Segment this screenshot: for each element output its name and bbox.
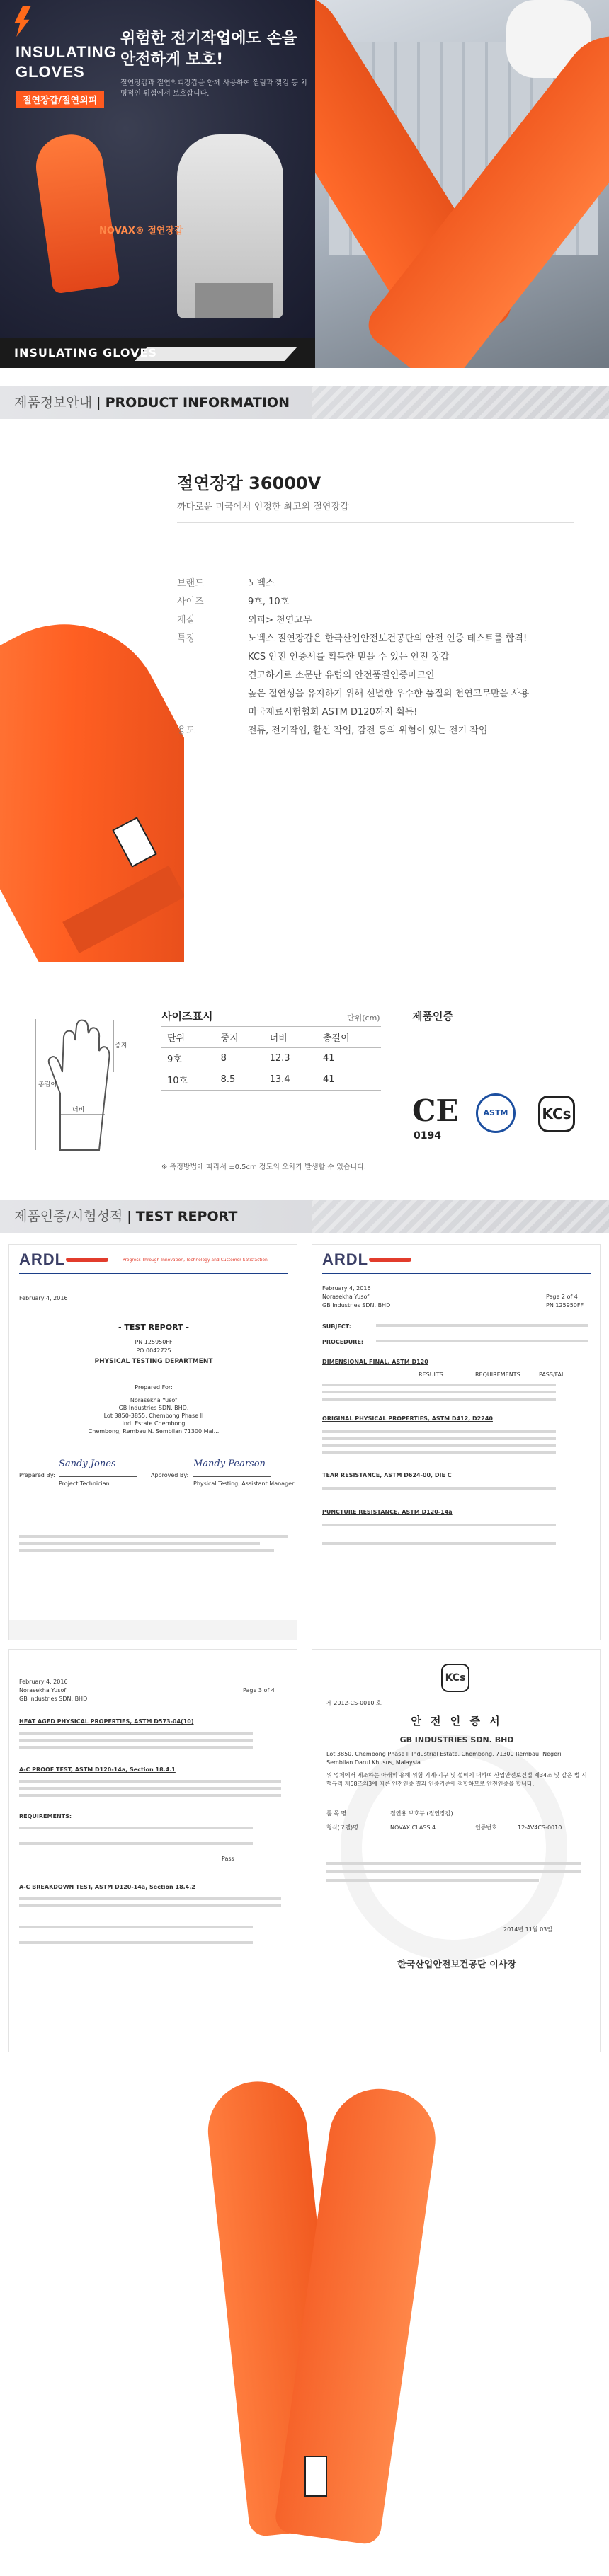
doc-section-dimensional: DIMENSIONAL FINAL, ASTM D120 — [322, 1359, 428, 1365]
test-report-page-1 — [8, 1244, 297, 1640]
doc-section-acproof: A-C PROOF TEST, ASTM D120-14a, Section 18.4.1 — [19, 1766, 176, 1773]
kc-body: 위 업체에서 제조하는 아래의 유해·위험 기계·기구 및 설비에 대하여 산업안전보건법 제34조 및 같은 법 시행규칙 제58조의3에 따른 안전인증 결과 인증기준에 적합하므로 안전인증을 합니다. — [326, 1772, 587, 1787]
hand-width-label: 너비 — [72, 1107, 85, 1114]
size-cell: 13.4 — [264, 1069, 317, 1091]
signature-2: Mandy Pearson — [193, 1459, 271, 1477]
hand-diagram — [21, 1008, 135, 1157]
hero-brand — [16, 42, 117, 82]
doc-text-line — [19, 1732, 253, 1735]
hero-brand-line2: GLOVES — [16, 63, 85, 81]
product-info-heading-en: PRODUCT INFORMATION — [105, 395, 290, 410]
kc-model-label: 형식(모델)명 — [326, 1824, 358, 1831]
doc-to: Norasekha Yusof — [322, 1294, 370, 1300]
kc-number: 제 2012-CS-0010 호 — [326, 1700, 382, 1706]
doc-text-line — [19, 1897, 281, 1900]
size-cell: 41 — [317, 1069, 381, 1091]
size-col-header: 중지 — [215, 1027, 264, 1048]
doc-title: - TEST REPORT - — [118, 1323, 189, 1332]
spec-label: 특징 — [177, 633, 195, 644]
doc-text-line — [322, 1437, 556, 1440]
signer-2-title: Physical Testing, Assistant Manager — [193, 1480, 295, 1487]
spec-row-brand — [177, 575, 588, 593]
test-report-page-3 — [8, 1649, 297, 2052]
hero-product-tag: NOVAX® 절연장갑 — [99, 226, 183, 236]
doc-text-line — [322, 1430, 556, 1433]
doc-page: Page 2 of 4 — [546, 1294, 578, 1300]
kc-item: 절연용 보호구 (절연장갑) — [390, 1810, 453, 1817]
product-divider — [177, 522, 574, 523]
kc-mark-icon: KCs — [538, 1096, 575, 1132]
doc-company-line: Chembong, Rembau N. Sembilan 71300 Mal... — [88, 1428, 220, 1434]
feature-list — [248, 630, 588, 722]
test-report-header — [0, 1200, 609, 1233]
hero-banner — [0, 0, 609, 368]
spec-row-material — [177, 611, 588, 630]
doc-section-puncture: PUNCTURE RESISTANCE, ASTM D120-14a — [322, 1509, 453, 1515]
size-title: 사이즈표시 — [161, 1010, 213, 1023]
kc-cert-no-label: 인증번호 — [475, 1824, 497, 1831]
doc-col-results: RESULTS — [419, 1372, 443, 1378]
doc-text-line — [376, 1340, 588, 1342]
doc-col-pass: PASS/FAIL — [539, 1372, 567, 1378]
ardl-logo-swoosh — [369, 1258, 411, 1262]
doc-rule — [19, 1273, 288, 1274]
product-subtitle: 까다로운 미국에서 인정한 최고의 절연장갑 — [177, 502, 349, 512]
doc-text-line — [322, 1524, 556, 1526]
hero-left-panel — [0, 0, 315, 368]
product-spec-list — [177, 575, 588, 740]
signature-1: Sandy Jones — [59, 1459, 137, 1477]
doc-text-line — [19, 1739, 253, 1742]
kc-date: 2014년 11월 03일 — [503, 1926, 552, 1933]
doc-text-line — [376, 1324, 588, 1327]
doc-procedure: PROCEDURE: — [322, 1339, 364, 1345]
doc-po: PO 0042725 — [136, 1347, 171, 1354]
signer-1-title: Project Technician — [59, 1480, 110, 1487]
kc-company: GB INDUSTRIES SDN. BHD — [399, 1735, 514, 1744]
spec-row-features — [177, 630, 588, 722]
spec-value: 9호, 10호 — [248, 597, 290, 607]
product-info-header — [0, 386, 609, 419]
kc-logo-icon: KCs — [441, 1664, 469, 1692]
hero-brand-line1: INSULATING — [16, 43, 117, 61]
spec-label: 재질 — [177, 615, 195, 626]
kc-item-label: 품 목 명 — [326, 1810, 347, 1817]
size-cell: 9호 — [161, 1048, 215, 1069]
doc-page: Page 3 of 4 — [243, 1687, 275, 1694]
header-stripe — [312, 386, 609, 419]
kc-text-line — [326, 1870, 581, 1873]
doc-date: February 4, 2016 — [19, 1295, 68, 1301]
doc-date: February 4, 2016 — [322, 1285, 371, 1292]
doc-to: Norasekha Yusof — [19, 1687, 67, 1694]
doc-pn: PN 125950FF — [135, 1339, 173, 1345]
heading-separator: | — [92, 395, 106, 410]
size-col-header: 너비 — [264, 1027, 317, 1048]
doc-text-line — [322, 1398, 556, 1401]
feature-item: 높은 절연성을 유지하기 위해 선별한 우수한 품질의 천연고무만을 사용 — [248, 689, 530, 699]
doc-text-line — [19, 1842, 253, 1845]
ardl-logo: ARDL — [19, 1250, 66, 1268]
ce-mark-icon: CE — [412, 1093, 459, 1128]
bottom-gloves-image — [198, 2074, 439, 2569]
kc-text-line — [326, 1879, 539, 1882]
doc-text-line — [19, 1794, 281, 1797]
doc-text-line — [19, 1542, 260, 1545]
doc-text-line — [19, 1787, 281, 1790]
doc-text-line — [19, 1904, 281, 1907]
product-info-heading-kr: 제품정보안내 — [14, 395, 93, 410]
heading-separator: | — [123, 1209, 136, 1224]
doc-company — [9, 1396, 297, 1435]
kc-certificate — [312, 1649, 601, 2052]
test-report-page-2 — [312, 1244, 601, 1640]
spec-row-size — [177, 593, 588, 611]
ardl-logo-swoosh — [66, 1258, 108, 1262]
size-cell: 12.3 — [264, 1048, 317, 1069]
kc-cert-no: 12-AV4CS-0010 — [518, 1824, 562, 1831]
spec-label: 사이즈 — [177, 597, 204, 607]
doc-company-line: Norasekha Yusof — [130, 1397, 178, 1403]
kc-title: 안 전 인 증 서 — [411, 1715, 503, 1727]
doc-text-line — [19, 1746, 253, 1749]
feature-item: 노벡스 절연장갑은 한국산업안전보건공단의 안전 인증 테스트를 합격! — [248, 633, 528, 644]
doc-text-line — [322, 1391, 556, 1393]
hero-bar-accent — [135, 347, 297, 361]
doc-section-original: ORIGINAL PHYSICAL PROPERTIES, ASTM D412, D2240 — [322, 1415, 493, 1422]
ardl-tagline: Progress Through Innovation, Technology and Customer Satisfaction — [123, 1258, 268, 1263]
size-unit: 단위(cm) — [347, 1013, 380, 1023]
size-cell: 41 — [317, 1048, 381, 1069]
size-note: ※ 측정방법에 따라서 ±0.5cm 정도의 오차가 발생할 수 있습니다. — [161, 1163, 367, 1171]
doc-pass: Pass — [222, 1856, 234, 1862]
spec-value: 노벡스 — [248, 578, 275, 589]
test-report-heading-en: TEST REPORT — [135, 1209, 238, 1224]
hand-middle-label: 중지 — [115, 1042, 127, 1050]
doc-approved-by: Approved By: — [151, 1472, 189, 1478]
doc-text-line — [322, 1384, 556, 1386]
doc-col-req: REQUIREMENTS — [475, 1372, 520, 1378]
feature-item: KCS 안전 인증서를 획득한 믿을 수 있는 안전 장갑 — [248, 652, 450, 662]
size-col-header: 단위 — [161, 1027, 215, 1048]
doc-company: GB Industries SDN. BHD — [322, 1302, 391, 1309]
hero-description: 절연장갑과 절연외피장갑을 함께 사용하여 찔림과 찢김 등 치명적인 위험에서 보호합니다. — [120, 79, 307, 98]
ardl-logo: ARDL — [322, 1250, 369, 1268]
size-cell: 10호 — [161, 1069, 215, 1091]
size-table — [161, 1026, 381, 1091]
test-report-heading — [14, 1200, 237, 1233]
doc-ref: PN 125950FF — [546, 1302, 584, 1309]
doc-footer — [9, 1620, 297, 1640]
feature-item: 견고하기로 소문난 유럽의 안전품질인증마크인 — [248, 670, 435, 681]
kc-text-line — [326, 1862, 581, 1865]
spec-label: 브랜드 — [177, 578, 204, 589]
hand-length-label: 총길이 — [38, 1081, 57, 1088]
doc-dept: PHYSICAL TESTING DEPARTMENT — [94, 1358, 213, 1365]
doc-text-line — [19, 1549, 274, 1552]
product-title: 절연장갑 36000V — [177, 473, 321, 493]
lightning-bolt-icon — [13, 6, 31, 37]
doc-text-line — [322, 1487, 556, 1490]
doc-section-acbreak: A-C BREAKDOWN TEST, ASTM D120-14a, Section 18.4.2 — [19, 1884, 195, 1890]
doc-text-line — [19, 1535, 288, 1538]
doc-company-line: Ind. Estate Chembong — [122, 1420, 186, 1427]
doc-section-heat: HEAT AGED PHYSICAL PROPERTIES, ASTM D573-04(10) — [19, 1718, 194, 1725]
size-cell: 8.5 — [215, 1069, 264, 1091]
test-report-heading-kr: 제품인증/시험성적 — [14, 1209, 123, 1224]
doc-date: February 4, 2016 — [19, 1679, 68, 1685]
astm-mark-icon: ASTM — [476, 1093, 516, 1133]
doc-text-line — [19, 1827, 253, 1829]
size-table-header — [161, 1027, 381, 1048]
doc-text-line — [19, 1926, 253, 1928]
doc-text-line — [322, 1451, 556, 1454]
doc-text-line — [322, 1542, 556, 1545]
doc-requirements: REQUIREMENTS: — [19, 1813, 72, 1819]
size-cell: 8 — [215, 1048, 264, 1069]
header-stripe — [312, 1200, 609, 1233]
hero-bar-label: INSULATING GLOVES — [14, 346, 157, 360]
spec-label: 용도 — [177, 725, 195, 736]
product-info-heading — [14, 386, 290, 419]
size-col-header: 총길이 — [317, 1027, 381, 1048]
ce-number: 0194 — [414, 1130, 441, 1142]
size-table-row — [161, 1048, 381, 1069]
doc-section-tear: TEAR RESISTANCE, ASTM D624-00, DIE C — [322, 1472, 452, 1478]
feature-item: 미국재료시험협회 ASTM D120까지 획득! — [248, 707, 418, 718]
hand-outline-icon — [21, 1008, 135, 1157]
kc-model: NOVAX CLASS 4 — [390, 1824, 436, 1831]
spec-value: 외피> 천연고무 — [248, 615, 312, 626]
doc-prepared-by: Prepared By: — [19, 1472, 55, 1478]
doc-prepared-for: Prepared For: — [135, 1384, 173, 1391]
hero-headline: 위험한 전기작업에도 손을 안전하게 보호! — [120, 30, 297, 69]
doc-rule — [322, 1273, 591, 1274]
kc-address: Lot 3850, Chembong Phase II Industrial Estate, Chembong, 71300 Rembau, Negeri Sembilan Darul Khusus, Malaysia — [326, 1751, 562, 1766]
hero-photo — [315, 0, 609, 368]
doc-company-line: Lot 3850-3855, Chembong Phase II — [103, 1413, 204, 1419]
kc-issuer: 한국산업안전보건공단 이사장 — [397, 1960, 516, 1970]
leather-glove-cuff — [195, 283, 273, 318]
doc-text-line — [19, 1780, 281, 1783]
size-table-row — [161, 1069, 381, 1091]
spec-row-usage — [177, 722, 588, 740]
glove-class-label — [304, 2456, 327, 2497]
doc-text-line — [322, 1444, 556, 1447]
doc-text-line — [19, 1941, 253, 1944]
doc-company-line: GB Industries SDN. BHD. — [118, 1405, 189, 1411]
hero-badge: 절연장갑/절연외피 — [16, 91, 104, 108]
doc-subject: SUBJECT: — [322, 1323, 351, 1330]
spec-value: 전류, 전기작업, 활선 작업, 감전 등의 위험이 있는 전기 작업 — [248, 725, 488, 736]
cert-title: 제품인증 — [412, 1010, 453, 1023]
doc-company: GB Industries SDN. BHD — [19, 1696, 88, 1702]
product-glove-image — [0, 609, 184, 962]
rubber-glove-image — [32, 130, 120, 294]
